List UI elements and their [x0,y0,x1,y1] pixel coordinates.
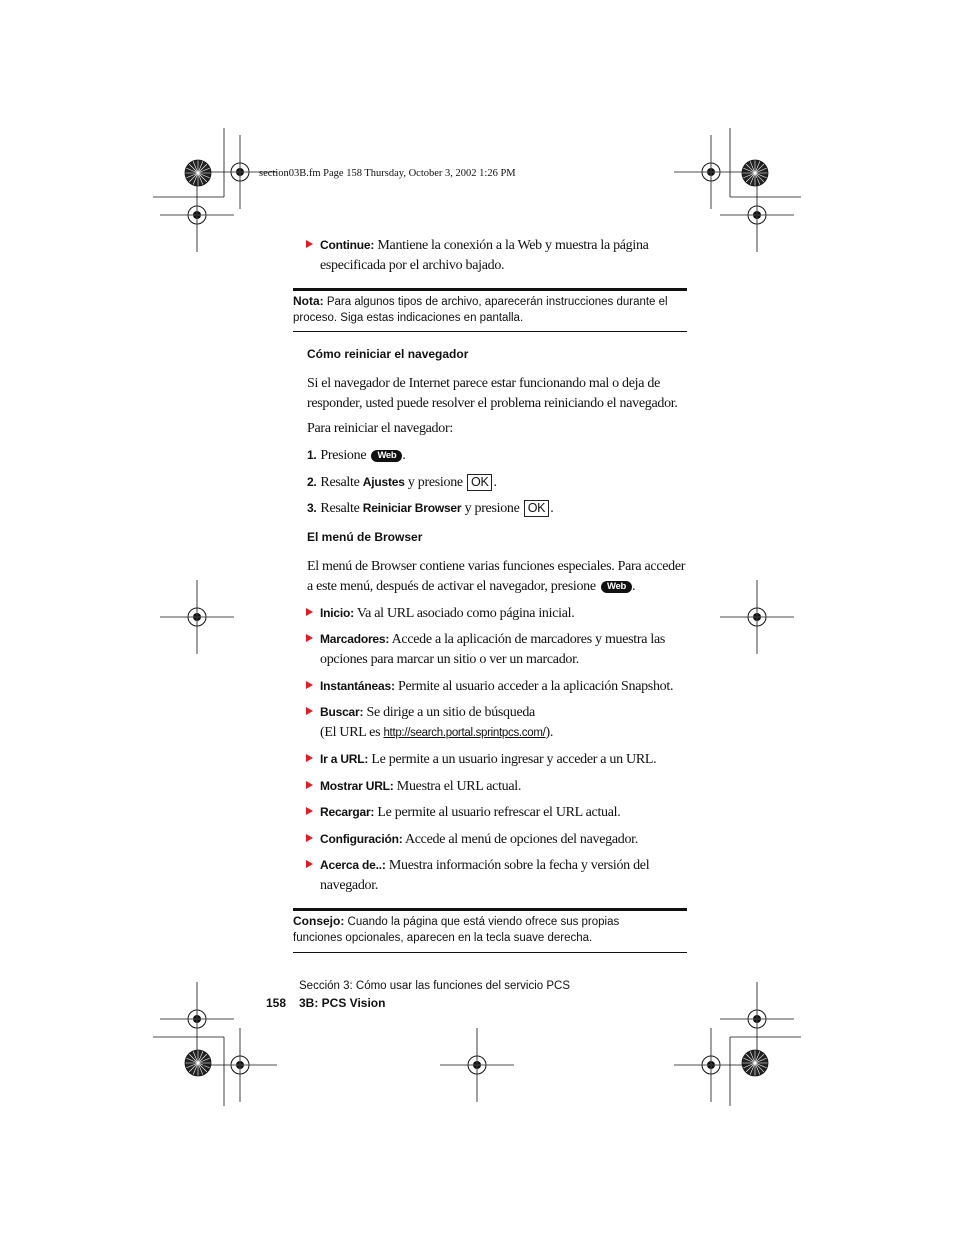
bullet-triangle-icon [306,608,313,616]
tip-rule-top [293,908,687,911]
tip-text: Cuando la página que está viendo ofrece sus propias funciones opcionales, aparecen en la tecla suave derecha. [293,916,620,944]
menu-item-acerca-de: Acerca de..: Muestra información sobre la fecha y versión del navegador. [306,855,666,896]
tip-rule-bottom [293,952,687,953]
ok-key-icon: OK [524,500,549,517]
menu-item-marcadores: Marcadores: Accede a la aplicación de marcadores y muestra las opciones para marcar un sitio o ver un marcador. [306,629,676,670]
tip-box [293,913,643,946]
step-number: 3. [307,501,317,515]
section-paragraph-browser-menu: El menú de Browser contiene varias funciones especiales. Para acceder a este menú, después de activar el navegador, presione Web . [307,559,686,594]
step-number: 1. [307,448,317,462]
menu-item-ir-a-url: Ir a URL: Le permite a un usuario ingresar y acceder a un URL. [306,749,686,770]
web-key-icon: Web [601,581,632,593]
bullet-triangle-icon [306,240,313,248]
menu-item-instantaneas: Instantáneas: Permite al usuario acceder a la aplicación Snapshot. [306,676,696,697]
bullet-triangle-icon [306,681,313,689]
search-url-link[interactable]: http://search.portal.sprintpcs.com/ [383,727,546,739]
section-heading-restart: Cómo reiniciar el navegador [307,347,469,361]
footer-section: Sección 3: Cómo usar las funciones del servicio PCS [299,980,571,992]
web-key-icon: Web [371,450,402,462]
tip-label: Consejo: [293,914,345,928]
bullet-label: Continue: [320,238,375,252]
menu-item-inicio: Inicio: Va al URL asociado como página inicial. [306,603,686,624]
step-2: 2. Resalte Ajustes y presione OK . [307,475,497,490]
bullet-triangle-icon [306,707,313,715]
bullet-triangle-icon [306,634,313,642]
note-label: Nota: [293,294,324,308]
bullet-triangle-icon [306,860,313,868]
step-1: 1. Presione Web . [307,448,406,463]
menu-item-recargar: Recargar: Le permite al usuario refrescar el URL actual. [306,802,686,823]
footer-chapter: 3B: PCS Vision [299,996,386,1010]
note-rule-top [293,288,687,291]
ok-key-icon: OK [467,474,492,491]
menu-item-mostrar-url: Mostrar URL: Muestra el URL actual. [306,776,686,797]
footer-page-number: 158 [266,996,287,1010]
slug-line: section03B.fm Page 158 Thursday, October 3, 2002 1:26 PM [259,168,516,179]
note-box [293,293,687,326]
bullet-triangle-icon [306,834,313,842]
bullet-triangle-icon [306,754,313,762]
section-heading-browser-menu: El menú de Browser [307,530,423,544]
note-text: Para algunos tipos de archivo, aparecerán instrucciones durante el proceso. Siga estas indicaciones en pantalla. [293,296,668,324]
menu-item-buscar: Buscar: Se dirige a un sitio de búsqueda (El URL es http://search.portal.sprintpcs.com/). [306,702,686,743]
menu-item-configuracion: Configuración: Accede al menú de opciones del navegador. [306,829,686,850]
bullet-text: Mantiene la conexión a la Web y muestra la página especificada por el archivo bajado. [320,238,649,273]
bullet-continue [306,235,656,276]
bullet-triangle-icon [306,807,313,815]
step-number: 2. [307,475,317,489]
bullet-triangle-icon [306,781,313,789]
note-rule-bottom [293,331,687,332]
section-paragraph-restart: Si el navegador de Internet parece estar funcionando mal o deja de responder, usted puede resolver el problema reiniciando el navegador. [307,376,678,411]
step-3: 3. Resalte Reiniciar Browser y presione OK . [307,501,554,516]
steps-intro: Para reiniciar el navegador: [307,421,453,436]
